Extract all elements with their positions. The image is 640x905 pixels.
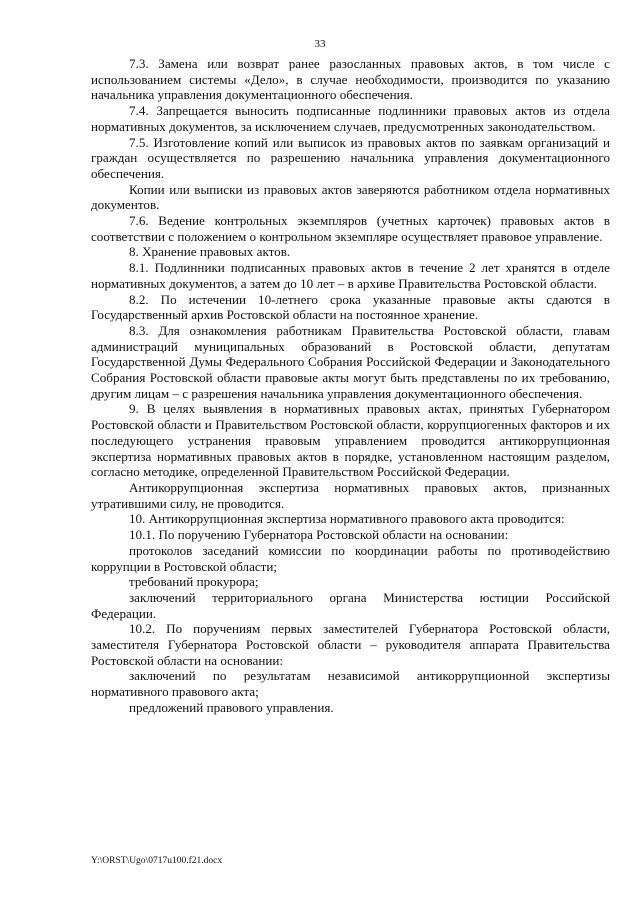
paragraph: 8.3. Для ознакомления работникам Правительства Ростовской области, главам администраций муниципальных образований в Ростовской области, депутатам Государственной Думы Федерального Собрания Российской Федерации и Законодательного Собрания Ростовской области правовые акты могут быть представлены по их требованию, другим лицам – с разрешения начальника управления документационного обеспечения. — [91, 322, 610, 401]
footer-file-path: Y:\ORST\Ugo\0717u100.f21.docx — [91, 856, 223, 866]
paragraph: 9. В целях выявления в нормативных правовых актах, принятых Губернатором Ростовской области и Правительством Ростовской области, коррупциогенных факторов и их последующего устранения правовым управлением проводится антикоррупционная экспертиза нормативных правовых актов в порядке, установленном настоящим разделом, согласно методике, определенной Правительством Российской Федерации. — [91, 401, 610, 480]
paragraph: предложений правового управления. — [129, 699, 334, 715]
paragraph: 7.5. Изготовление копий или выписок из правовых актов по заявкам организаций и граждан осуществляется по разрешению начальника управления документационного обеспечения. — [91, 134, 610, 181]
paragraph: требований прокурора; — [129, 574, 259, 590]
section-heading: 8. Хранение правовых актов. — [129, 244, 291, 260]
paragraph: 10.2. По поручениям первых заместителей Губернатора Ростовской области, заместителя Губернатора Ростовской области – руководителя аппарата Правительства Ростовской области на основании: — [91, 621, 610, 668]
document-body — [91, 56, 610, 716]
paragraph: 8.2. По истечении 10-летнего срока указанные правовые акты сдаются в Государственный архив Ростовской области на постоянное хранение. — [91, 291, 610, 323]
paragraph: 10. Антикоррупционная экспертиза нормативного правового акта проводится: — [129, 511, 565, 527]
paragraph: заключений территориального органа Министерства юстиции Российской Федерации. — [91, 589, 610, 621]
paragraph: 7.3. Замена или возврат ранее разосланных правовых актов, в том числе с использованием системы «Дело», в случае необходимости, производится по указанию начальника управления документационного обеспечения. — [91, 56, 610, 103]
paragraph: 7.6. Ведение контрольных экземпляров (учетных карточек) правовых актов в соответствии с положением о контрольном экземпляре осуществляет правовое управление. — [91, 213, 610, 244]
page-number: 33 — [314, 38, 326, 50]
paragraph: протоколов заседаний комиссии по координации работы по противодействию коррупции в Ростовской области; — [91, 542, 610, 574]
paragraph: 7.4. Запрещается выносить подписанные подлинники правовых актов из отдела нормативных документов, за исключением случаев, предусмотренных законодательством. — [91, 103, 610, 134]
paragraph: 10.1. По поручению Губернатора Ростовской области на основании: — [129, 527, 509, 543]
paragraph: Антикоррупционная экспертиза нормативных правовых актов, признанных утратившими силу, не проводится. — [91, 479, 610, 511]
paragraph: заключений по результатам независимой антикоррупционной экспертизы нормативного правового акта; — [91, 668, 610, 700]
paragraph: 8.1. Подлинники подписанных правовых актов в течение 2 лет хранятся в отделе нормативных документов, а затем до 10 лет – в архиве Правительства Ростовской области. — [91, 260, 610, 291]
paragraph: Копии или выписки из правовых актов заверяются работником отдела нормативных документов. — [91, 181, 610, 213]
